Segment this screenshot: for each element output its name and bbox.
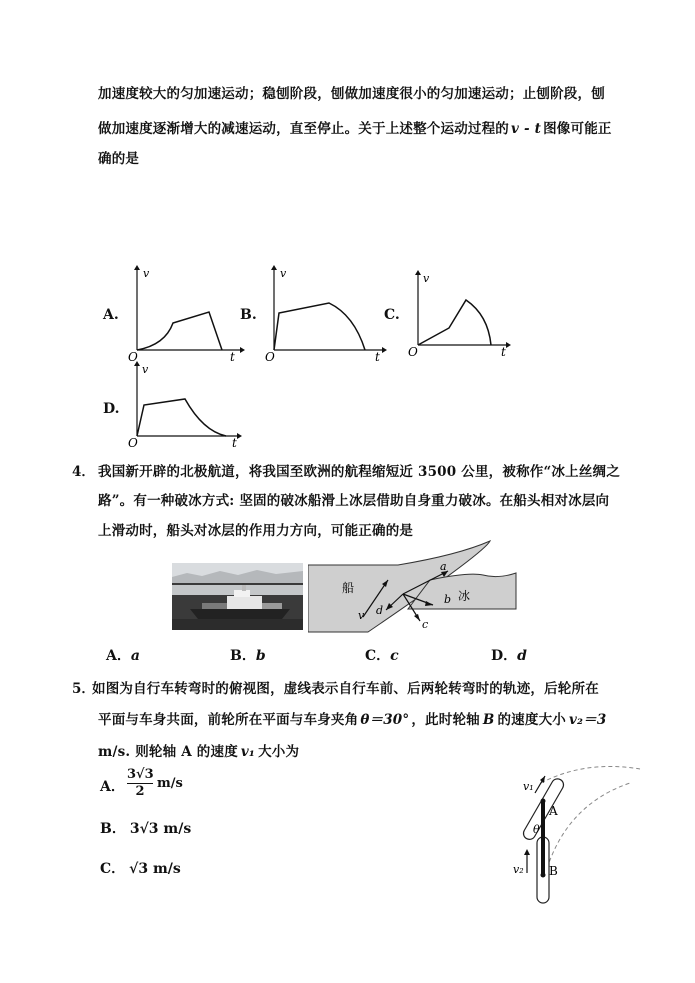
q5-option-b-value: 3√3 m/s bbox=[129, 821, 192, 837]
icebreaker-photo bbox=[172, 563, 303, 630]
q3-graph-a-t-label: t bbox=[230, 350, 235, 364]
q5-v2-label: v₂ bbox=[513, 863, 524, 876]
q5-line-3 bbox=[98, 740, 299, 760]
q5-line-2-mid: ，此时轮轴 bbox=[411, 712, 480, 728]
q3-option-c-label: C. bbox=[384, 307, 400, 323]
q5-v2-eq: v₂＝3 bbox=[568, 712, 607, 728]
q4-option-d bbox=[491, 645, 527, 665]
q4-option-a-value: a bbox=[130, 648, 140, 664]
q3-graph-b-t-label: t bbox=[375, 350, 380, 364]
q5-option-a-unit: m/s bbox=[157, 776, 183, 791]
q5-option-c-label: C． bbox=[100, 861, 126, 877]
q5-line-1: 如图为自行车转弯时的俯视图，虚线表示自行车前、后两轮转弯时的轨迹，后轮所在 bbox=[92, 681, 599, 697]
q3-graph-b-v-label: v bbox=[280, 267, 287, 280]
q3-line-3: 确的是 bbox=[98, 151, 140, 167]
q5-v1-label: v₁ bbox=[523, 780, 534, 793]
q4-ship-label: 船 bbox=[342, 581, 355, 595]
q3-graph-a bbox=[125, 265, 245, 365]
q3-vt-symbol: v - t bbox=[511, 121, 542, 137]
q5-line-3-tail: 大小为 bbox=[258, 744, 300, 760]
q4-force-diagram bbox=[308, 537, 518, 635]
q3-option-b-label: B. bbox=[240, 307, 257, 323]
q5-option-a-numerator: 3√3 bbox=[127, 767, 154, 782]
q4-option-b-label: B． bbox=[230, 648, 256, 664]
q4-arrow-c: c bbox=[422, 618, 429, 631]
q5-line-2-tail: 的速度大小 bbox=[497, 712, 566, 728]
q5-option-a-fraction bbox=[127, 767, 153, 799]
q4-line-2: 路”。有一种破冰方式: 坚固的破冰船滑上冰层借助自身重力破冰。在船头相对冰层向 bbox=[98, 493, 610, 509]
q4-option-d-label: D． bbox=[491, 648, 518, 664]
q3-line-2-tail: 图像可能正 bbox=[543, 121, 612, 137]
q5-line-3-text: m/s. 则轮轴 A 的速度 bbox=[98, 744, 238, 760]
q4-line-1: 我国新开辟的北极航道，将我国至欧洲的航程缩短近 3500 公里，被称作“冰上丝绸之 bbox=[98, 464, 620, 480]
q3-graph-d-v-label: v bbox=[142, 363, 149, 376]
q5-option-a-label: A． bbox=[100, 779, 125, 795]
q4-ice-label: 冰 bbox=[458, 589, 471, 603]
q4-arrow-d: d bbox=[376, 604, 384, 617]
q5-option-c-value: √3 m/s bbox=[129, 861, 181, 877]
q5-line-2-text: 平面与车身共面，前轮所在平面与车身夹角 bbox=[98, 712, 359, 728]
q4-option-a-label: A． bbox=[106, 648, 131, 664]
q3-graph-d-origin: O bbox=[128, 436, 138, 450]
q5-option-c bbox=[100, 858, 181, 878]
q3-graph-a-v-label: v bbox=[143, 267, 150, 280]
q4-option-c-value: c bbox=[390, 648, 399, 664]
q5-bicycle-diagram bbox=[505, 765, 645, 915]
q5-b-label: B bbox=[549, 864, 558, 878]
q3-option-d-label: D. bbox=[103, 401, 120, 417]
q4-arrow-a: a bbox=[440, 560, 447, 573]
q3-graph-c bbox=[406, 265, 511, 360]
q5-line-2 bbox=[98, 708, 606, 728]
q5-theta-label: θ bbox=[533, 823, 540, 836]
q4-option-c bbox=[365, 645, 399, 665]
q5-option-b-label: B． bbox=[100, 821, 126, 837]
q3-graph-a-origin: O bbox=[128, 350, 138, 364]
q3-graph-c-origin: O bbox=[408, 345, 418, 359]
q3-graph-b-origin: O bbox=[265, 350, 275, 364]
q3-graph-c-v-label: v bbox=[423, 272, 430, 285]
q4-arrow-b: b bbox=[444, 593, 452, 606]
q4-line-3: 上滑动时，船头对冰层的作用力方向，可能正确的是 bbox=[98, 523, 414, 539]
q3-graph-d bbox=[125, 358, 245, 450]
q5-option-b bbox=[100, 818, 191, 838]
q4-number: 4． bbox=[72, 464, 95, 480]
q4-option-b bbox=[230, 645, 266, 665]
q5-axle-b: B bbox=[482, 712, 495, 728]
q4-option-c-label: C． bbox=[365, 648, 391, 664]
q5-number: 5． bbox=[72, 681, 95, 697]
q4-velocity-label: v bbox=[358, 609, 365, 622]
q4-option-d-value: d bbox=[517, 648, 527, 664]
q3-line-1: 加速度较大的匀加速运动；稳刨阶段，刨做加速度很小的匀加速运动；止刨阶段，刨 bbox=[98, 86, 605, 102]
q3-option-a-label: A. bbox=[103, 307, 119, 323]
q5-theta-eq: θ＝30° bbox=[360, 712, 410, 728]
q5-v1-symbol: v₁ bbox=[240, 744, 256, 760]
q4-option-a bbox=[106, 645, 140, 665]
q3-graph-b bbox=[262, 265, 387, 365]
q4-option-b-value: b bbox=[255, 648, 266, 664]
q3-line-2 bbox=[98, 117, 612, 137]
q5-a-label: A bbox=[549, 804, 558, 818]
q3-graph-d-t-label: t bbox=[232, 436, 237, 450]
q3-graph-c-t-label: t bbox=[501, 345, 506, 359]
q5-option-a-denominator: 2 bbox=[135, 784, 145, 799]
q3-line-2-text: 做加速度逐渐增大的减速运动，直至停止。关于上述整个运动过程的 bbox=[98, 121, 509, 137]
